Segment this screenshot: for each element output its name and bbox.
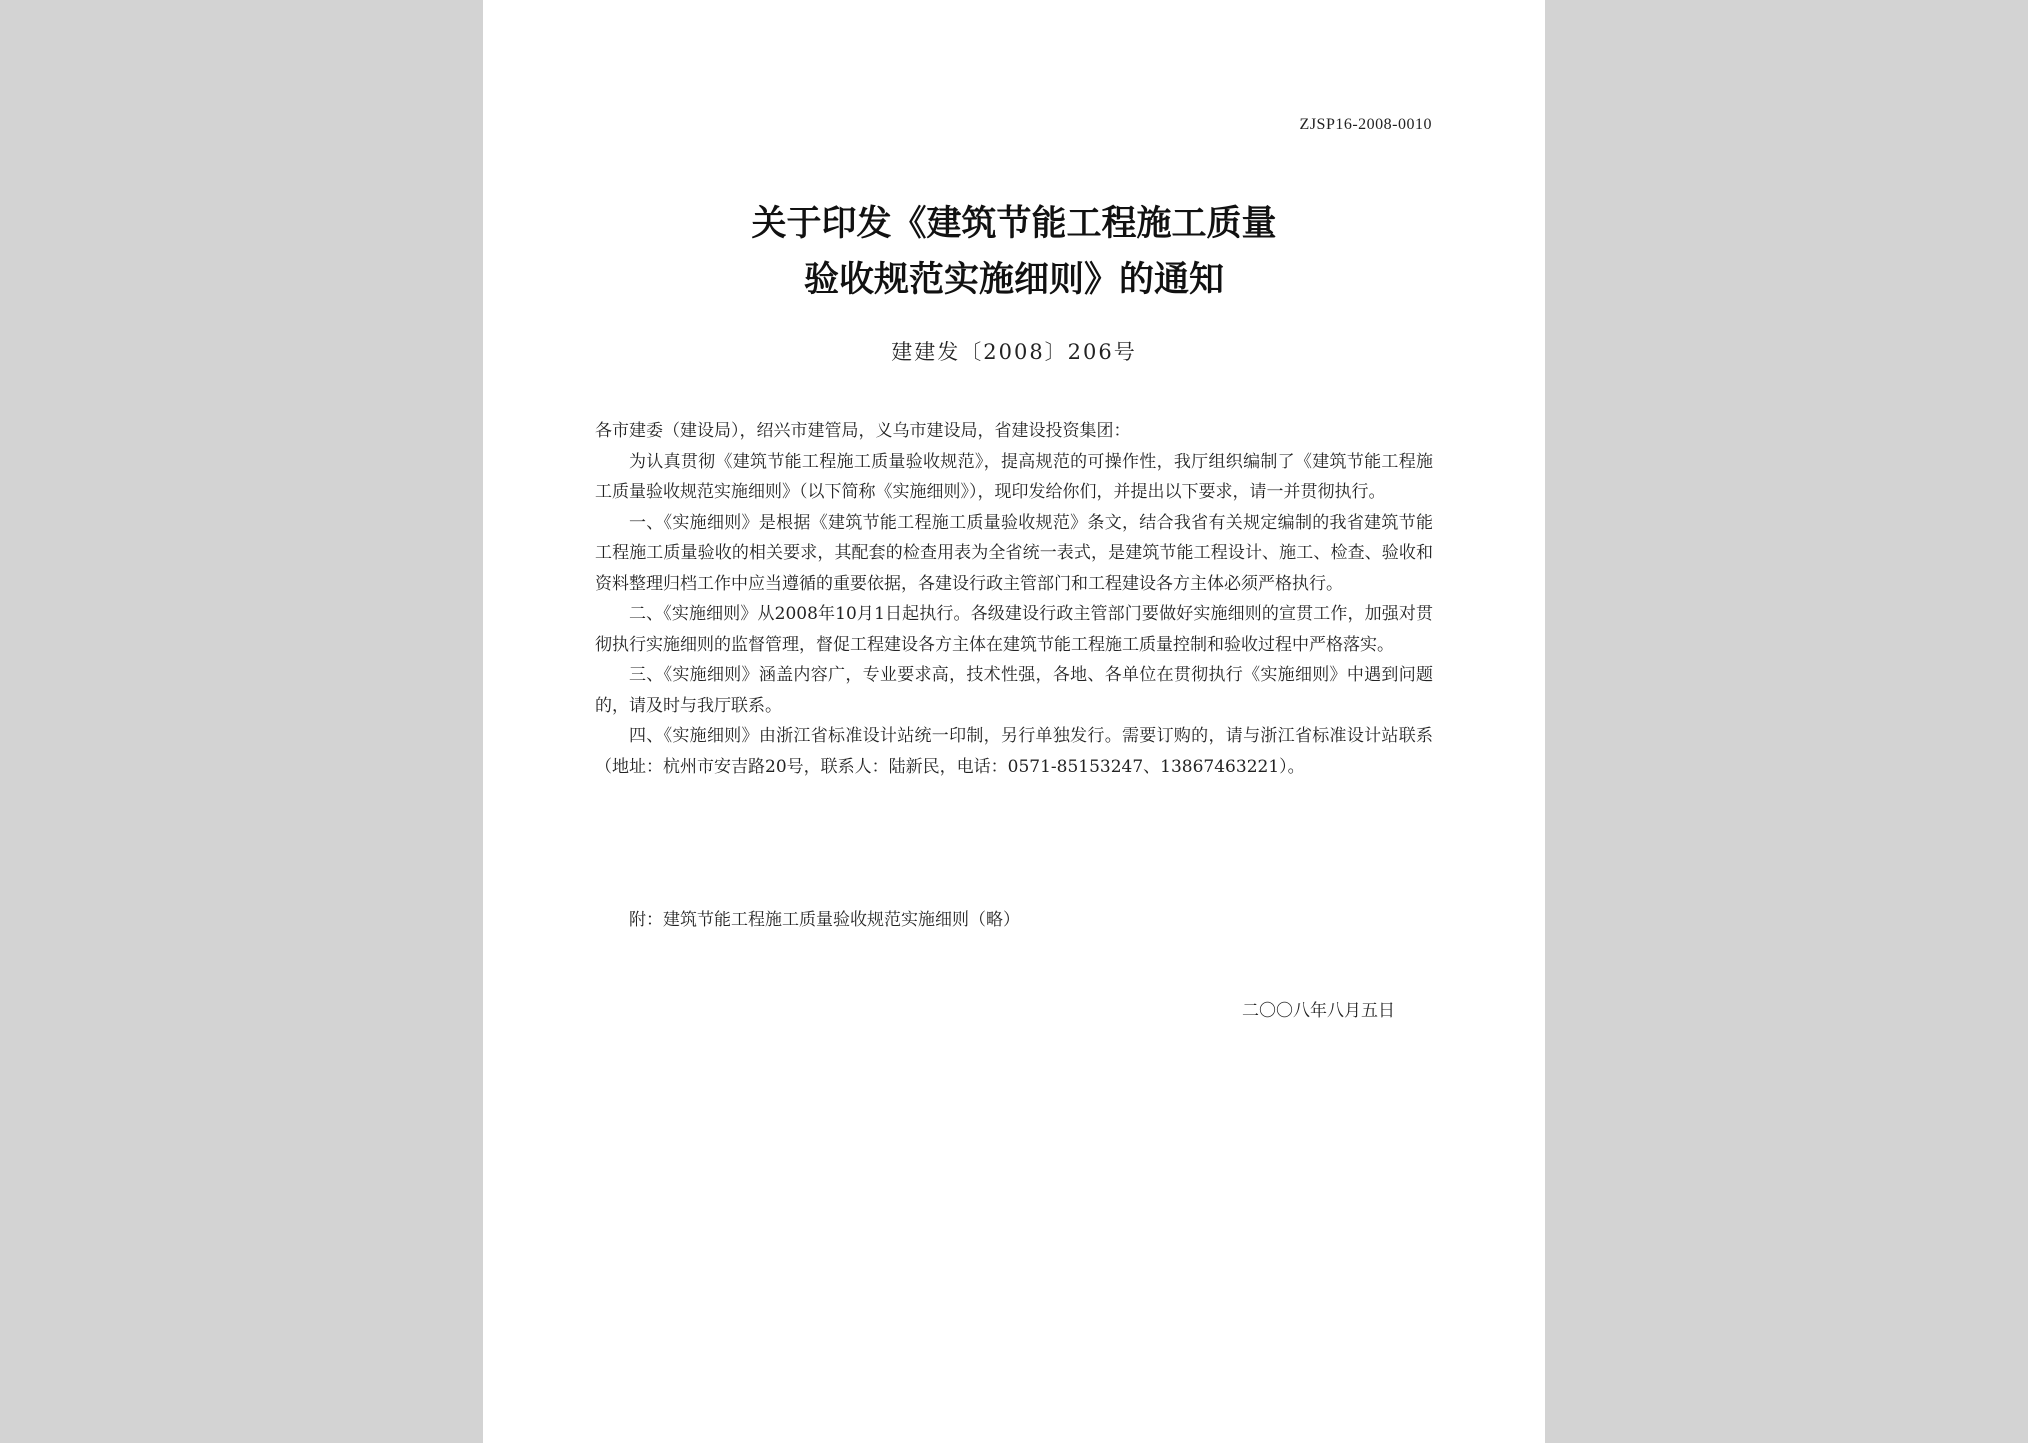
salutation: 各市建委（建设局），绍兴市建管局，义乌市建设局，省建设投资集团： — [595, 421, 1131, 441]
attachment-note: 附：建筑节能工程施工质量验收规范实施细则（略） — [629, 910, 1020, 930]
document-code: ZJSP16-2008-0010 — [1299, 116, 1432, 133]
intro-paragraph: 为认真贯彻《建筑节能工程施工质量验收规范》，提高规范的可操作性，我厅组织编制了《建筑节能工程施工质量验收规范实施细则》（以下简称《实施细则》），现印发给你们，并提出以下要求，请一并贯彻执行。 — [595, 451, 1433, 502]
document-page — [483, 0, 1545, 1443]
document-title — [483, 196, 1545, 308]
document-body — [595, 416, 1433, 782]
item-3-paragraph: 三、《实施细则》涵盖内容广，专业要求高，技术性强，各地、各单位在贯彻执行《实施细则》中遇到问题的，请及时与我厅联系。 — [595, 665, 1433, 716]
title-line-2: 验收规范实施细则》的通知 — [803, 259, 1224, 300]
item-4-paragraph: 四、《实施细则》由浙江省标准设计站统一印制，另行单独发行。需要订购的，请与浙江省标准设计站联系（地址：杭州市安吉路20号，联系人：陆新民，电话：0571-85153247、13867463221）。 — [595, 726, 1433, 777]
item-2-paragraph: 二、《实施细则》从2008年10月1日起执行。各级建设行政主管部门要做好实施细则的宣贯工作，加强对贯彻执行实施细则的监督管理，督促工程建设各方主体在建筑节能工程施工质量控制和验收过程中严格落实。 — [595, 604, 1433, 655]
document-number: 建建发〔2008〕206号 — [891, 340, 1137, 364]
document-date: 二〇〇八年八月五日 — [1242, 1001, 1395, 1021]
item-1-paragraph: 一、《实施细则》是根据《建筑节能工程施工质量验收规范》条文，结合我省有关规定编制的我省建筑节能工程施工质量验收的相关要求，其配套的检查用表为全省统一表式，是建筑节能工程设计、施工、检查、验收和资料整理归档工作中应当遵循的重要依据，各建设行政主管部门和工程建设各方主体必须严格执行。 — [595, 512, 1433, 594]
title-line-1: 关于印发《建筑节能工程施工质量 — [751, 203, 1277, 244]
